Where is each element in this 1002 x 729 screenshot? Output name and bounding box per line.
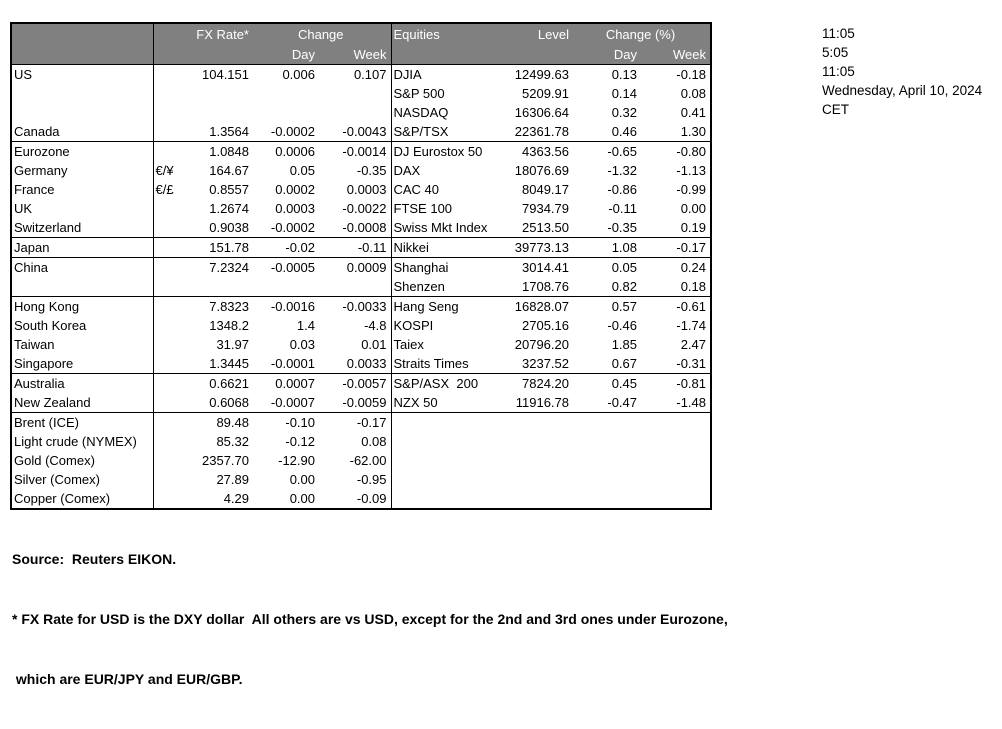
equity-index-name	[391, 451, 501, 470]
equity-level	[501, 432, 573, 451]
fx-week-change: -62.00	[319, 451, 391, 470]
region-label: Hong Kong	[11, 297, 153, 317]
fx-week-change: -0.35	[319, 161, 391, 180]
eq-day-header: Day	[573, 45, 641, 65]
equity-level: 3014.41	[501, 258, 573, 278]
fx-week-change: -0.0057	[319, 374, 391, 394]
fx-rate-value	[189, 84, 253, 103]
fx-rate-value: 1.2674	[209, 201, 249, 216]
currency-pair	[153, 199, 189, 218]
corner-cell	[11, 23, 153, 45]
equity-week-change: 1.30	[680, 124, 706, 139]
equity-index-name: DJIA	[393, 67, 422, 82]
fx-day-header: Day	[253, 45, 319, 65]
equity-index-name	[391, 489, 501, 509]
equity-index-name: NASDAQ	[393, 105, 449, 120]
equity-day-change: 0.45	[573, 374, 641, 394]
fx-day-change: 0.0007	[253, 374, 319, 394]
equity-level: 5209.91	[522, 86, 569, 101]
table-row	[11, 142, 711, 162]
equity-level	[501, 413, 573, 433]
currency-pair	[153, 218, 189, 238]
equity-index-name: CAC 40	[393, 182, 440, 197]
fx-week-header: Week	[319, 45, 391, 65]
region-label	[11, 277, 153, 297]
fx-change-header: Change	[253, 23, 391, 45]
table-row	[11, 180, 711, 199]
fx-day-change: 0.05	[289, 163, 315, 178]
region-label: Switzerland	[11, 218, 153, 238]
equity-index-name: NZX 50	[393, 395, 438, 410]
equity-day-change: -0.86	[607, 182, 637, 197]
equity-level: 22361.78	[514, 124, 569, 139]
region-label: Singapore	[11, 354, 153, 374]
timestamp-line: 5:05	[822, 45, 849, 60]
currency-pair: €/¥	[155, 163, 174, 178]
equity-index-name: Swiss Mkt Index	[393, 220, 488, 235]
equity-week-change: -1.48	[676, 395, 706, 410]
fx-day-change: -0.0007	[270, 395, 315, 410]
region-label: Eurozone	[11, 142, 153, 162]
region-label: New Zealand	[11, 393, 153, 413]
currency-pair	[153, 451, 189, 470]
equity-day-change: 0.14	[611, 86, 637, 101]
fx-day-change: -0.0002	[270, 220, 315, 235]
timestamp-line: CET	[822, 102, 849, 117]
fx-week-change: -0.95	[319, 470, 391, 489]
region-label: Taiwan	[11, 335, 153, 354]
equity-day-change: 0.82	[611, 279, 637, 294]
fx-day-change	[253, 84, 319, 103]
equity-index-name: Shenzen	[393, 279, 445, 294]
currency-pair	[153, 65, 189, 85]
fx-rate-value: 89.48	[189, 413, 253, 433]
equity-week-change	[641, 451, 711, 470]
region-label: Brent (ICE)	[11, 413, 153, 433]
fx-week-change: 0.0033	[319, 354, 391, 374]
fx-day-change: 1.4	[296, 318, 315, 333]
pair-header-cell	[153, 23, 189, 45]
equity-index-name: KOSPI	[393, 318, 434, 333]
table-row	[11, 335, 711, 354]
fx-day-change: 0.0002	[275, 182, 315, 197]
timestamp-line: 11:05	[822, 26, 855, 41]
currency-pair	[153, 432, 189, 451]
table-row	[11, 277, 711, 297]
currency-pair	[153, 103, 189, 122]
currency-pair	[153, 297, 189, 317]
equity-level: 20796.20	[514, 337, 569, 352]
currency-pair	[153, 354, 189, 374]
table-row	[11, 161, 711, 180]
fx-day-change: -0.12	[285, 434, 315, 449]
equity-day-change: -0.11	[608, 201, 637, 216]
fx-week-change: -0.09	[319, 489, 391, 509]
equity-week-change: 0.08	[680, 86, 706, 101]
fx-week-change: -0.0022	[319, 199, 391, 218]
fx-equities-table	[10, 22, 712, 510]
equity-index-name: S&P/ASX 200	[391, 374, 501, 394]
fx-week-change	[319, 84, 391, 103]
equity-week-change: -0.80	[641, 142, 711, 162]
fx-day-change: 0.0006	[253, 142, 319, 162]
table-row	[11, 238, 711, 258]
region-label	[11, 103, 153, 122]
fx-day-change: 0.0003	[275, 201, 315, 216]
equity-index-name: S&P 500	[393, 86, 445, 101]
equity-day-change: 0.57	[573, 297, 641, 317]
region-label	[11, 84, 153, 103]
equity-index-name: Nikkei	[391, 238, 501, 258]
equity-day-change: -0.35	[607, 220, 637, 235]
region-label: China	[11, 258, 153, 278]
timestamps	[822, 24, 982, 119]
equity-index-name	[391, 470, 501, 489]
equity-index-name: S&P/TSX	[393, 124, 449, 139]
equity-day-change: 0.32	[611, 105, 637, 120]
fx-rate-value: 4.29	[223, 491, 249, 506]
fx-day-change: -0.0005	[253, 258, 319, 278]
fx-day-change	[253, 277, 319, 297]
fx-rate-value: 7.2324	[189, 258, 253, 278]
table-row	[11, 393, 711, 413]
fx-week-change: 0.107	[319, 65, 391, 85]
equity-week-change: -0.61	[641, 297, 711, 317]
equity-week-change: 0.24	[641, 258, 711, 278]
currency-pair	[153, 316, 189, 335]
equity-week-change: -1.74	[676, 318, 706, 333]
equity-week-change: 0.00	[680, 201, 706, 216]
equity-level	[501, 470, 573, 489]
fx-rate-value: 1.3564	[209, 124, 249, 139]
level-header: Level	[501, 23, 573, 45]
table-row	[11, 354, 711, 374]
currency-pair	[153, 277, 189, 297]
currency-pair	[153, 413, 189, 433]
equity-day-change: 1.08	[573, 238, 641, 258]
fx-day-change: 0.006	[282, 67, 315, 82]
region-label: Japan	[11, 238, 153, 258]
fx-rate-value: 1.0848	[189, 142, 253, 162]
table-header-row-2	[11, 45, 711, 65]
fx-day-change: 0.00	[289, 472, 315, 487]
equity-level	[501, 489, 573, 509]
equity-week-change: -0.81	[641, 374, 711, 394]
table-row	[11, 122, 711, 142]
equity-index-name	[391, 413, 501, 433]
blank-header-cell	[391, 45, 501, 65]
equity-week-change: -0.17	[641, 238, 711, 258]
fx-day-change: -0.02	[253, 238, 319, 258]
equity-index-name: Straits Times	[393, 356, 469, 371]
footnotes	[12, 509, 728, 729]
equity-week-change: 0.18	[680, 279, 706, 294]
fx-rate-header: FX Rate*	[189, 23, 253, 45]
fx-rate-value: 0.9038	[209, 220, 249, 235]
fx-rate-value: 31.97	[216, 337, 249, 352]
equity-level: 7934.79	[522, 201, 569, 216]
equity-week-change: -1.13	[676, 163, 706, 178]
blank-header-cell	[11, 45, 153, 65]
source-note: Source: Reuters EIKON.	[12, 551, 177, 567]
fx-rate-value: 0.6621	[189, 374, 253, 394]
table-row	[11, 84, 711, 103]
fx-week-change: -0.11	[319, 238, 391, 258]
table-row	[11, 374, 711, 394]
region-label: France	[11, 180, 153, 199]
fx-rate-value: 1.3445	[209, 356, 249, 371]
equity-day-change: 0.67	[611, 356, 637, 371]
currency-pair	[153, 489, 189, 509]
equity-week-change: -0.18	[676, 67, 706, 82]
equity-index-name: Taiex	[393, 337, 424, 352]
fx-week-change: -0.0059	[319, 393, 391, 413]
currency-pair	[153, 84, 189, 103]
equity-week-change	[641, 413, 711, 433]
equity-level: 2513.50	[522, 220, 569, 235]
fx-day-change: -0.0002	[270, 124, 315, 139]
equity-level: 16828.07	[501, 297, 573, 317]
fx-rate-value: 0.8557	[209, 182, 249, 197]
equity-level: 39773.13	[501, 238, 573, 258]
equity-day-change: 0.46	[611, 124, 637, 139]
equity-week-change: 2.47	[680, 337, 706, 352]
table-row	[11, 258, 711, 278]
table-row	[11, 413, 711, 433]
equity-day-change	[573, 489, 641, 509]
equity-day-change: -0.46	[607, 318, 637, 333]
fx-week-change	[319, 277, 391, 297]
equity-day-change: 0.13	[611, 67, 637, 82]
equity-day-change	[573, 470, 641, 489]
fx-day-change: -0.0016	[253, 297, 319, 317]
equity-index-name: Hang Seng	[391, 297, 501, 317]
equity-level: 8049.17	[522, 182, 569, 197]
eq-change-header: Change (%)	[573, 23, 711, 45]
fx-rate-value: 7.8323	[189, 297, 253, 317]
equity-week-change: 0.19	[680, 220, 706, 235]
table-row	[11, 451, 711, 470]
fx-rate-value: 27.89	[216, 472, 249, 487]
eq-week-header: Week	[641, 45, 711, 65]
equity-level: 18076.69	[514, 163, 569, 178]
fx-week-change: -0.17	[319, 413, 391, 433]
fx-day-change: -0.0001	[270, 356, 315, 371]
fx-rate-value: 0.6068	[209, 395, 249, 410]
table-header-row-1	[11, 23, 711, 45]
equity-level: 7824.20	[501, 374, 573, 394]
footnote-line-1: * FX Rate for USD is the DXY dollar All others are vs USD, except for the 2nd and 3rd ones under Eurozone,	[12, 611, 728, 627]
currency-pair	[153, 374, 189, 394]
fx-week-change: 0.0003	[319, 180, 391, 199]
fx-week-change: 0.0009	[319, 258, 391, 278]
equity-index-name	[391, 432, 501, 451]
currency-pair	[153, 335, 189, 354]
fx-rate-value: 2357.70	[202, 453, 249, 468]
fx-week-change: 0.01	[319, 335, 391, 354]
equity-week-change: 0.41	[680, 105, 706, 120]
table-row	[11, 218, 711, 238]
blank-header-cell	[153, 45, 189, 65]
region-label: Canada	[11, 122, 153, 142]
region-label: US	[11, 65, 153, 85]
fx-rate-value: 85.32	[216, 434, 249, 449]
equity-level: 11916.78	[515, 395, 569, 410]
region-label: Light crude (NYMEX)	[11, 432, 153, 451]
equity-index-name: DJ Eurostox 50	[391, 142, 501, 162]
fx-week-change: -0.0008	[319, 218, 391, 238]
equity-day-change: -1.32	[607, 163, 637, 178]
table-row	[11, 489, 711, 509]
table-row	[11, 470, 711, 489]
equity-index-name: DAX	[393, 163, 421, 178]
currency-pair	[153, 470, 189, 489]
fx-rate-value	[189, 103, 253, 122]
equity-index-name: Shanghai	[391, 258, 501, 278]
fx-day-change: 0.03	[289, 337, 315, 352]
equity-level: 4363.56	[501, 142, 573, 162]
currency-pair	[153, 122, 189, 142]
currency-pair	[153, 393, 189, 413]
equity-index-name: FTSE 100	[393, 201, 453, 216]
fx-week-change	[319, 103, 391, 122]
equity-level: 3237.52	[522, 356, 569, 371]
table-row	[11, 432, 711, 451]
region-label: UK	[11, 199, 153, 218]
table-row	[11, 199, 711, 218]
equity-week-change: -0.31	[676, 356, 706, 371]
fx-week-change: -4.8	[319, 316, 391, 335]
equities-header: Equities	[391, 23, 501, 45]
footnote-line-2: which are EUR/JPY and EUR/GBP.	[12, 671, 243, 687]
fx-rate-value: 104.151	[202, 67, 249, 82]
fx-week-change: -0.0014	[319, 142, 391, 162]
fx-rate-value	[189, 277, 253, 297]
fx-week-change: -0.0033	[319, 297, 391, 317]
fx-week-change: 0.08	[319, 432, 391, 451]
equity-day-change: 0.05	[573, 258, 641, 278]
fx-day-change: 0.00	[289, 491, 315, 506]
equity-week-change	[641, 432, 711, 451]
fx-day-change: -0.10	[253, 413, 319, 433]
currency-pair	[153, 238, 189, 258]
equity-day-change: -0.65	[573, 142, 641, 162]
fx-day-change	[253, 103, 319, 122]
equity-day-change: -0.47	[607, 395, 637, 410]
currency-pair: €/£	[155, 182, 174, 197]
region-label: Germany	[11, 161, 153, 180]
fx-rate-value: 164.67	[209, 163, 249, 178]
equity-week-change: -0.99	[676, 182, 706, 197]
table-row	[11, 316, 711, 335]
currency-pair	[153, 258, 189, 278]
equity-week-change	[641, 470, 711, 489]
timestamp-line: 11:05	[822, 64, 855, 79]
region-label: Silver (Comex)	[11, 470, 153, 489]
equity-day-change	[573, 432, 641, 451]
region-label: Australia	[11, 374, 153, 394]
region-label: Gold (Comex)	[11, 451, 153, 470]
equity-week-change	[641, 489, 711, 509]
fx-day-change: -12.90	[278, 453, 315, 468]
currency-pair	[153, 142, 189, 162]
blank-header-cell	[189, 45, 253, 65]
region-label: South Korea	[11, 316, 153, 335]
blank-header-cell	[501, 45, 573, 65]
equity-day-change: 1.85	[611, 337, 637, 352]
fx-rate-value: 151.78	[189, 238, 253, 258]
equity-level	[501, 451, 573, 470]
equity-day-change	[573, 451, 641, 470]
equity-level: 1708.76	[522, 279, 569, 294]
equity-level: 16306.64	[514, 105, 569, 120]
region-label: Copper (Comex)	[11, 489, 153, 509]
fx-rate-value: 1348.2	[209, 318, 249, 333]
equity-level: 2705.16	[522, 318, 569, 333]
fx-week-change: -0.0043	[319, 122, 391, 142]
table-row	[11, 297, 711, 317]
table-row	[11, 103, 711, 122]
equity-level: 12499.63	[514, 67, 569, 82]
table-row	[11, 65, 711, 85]
timestamp-line: Wednesday, April 10, 2024	[822, 83, 983, 98]
equity-day-change	[573, 413, 641, 433]
